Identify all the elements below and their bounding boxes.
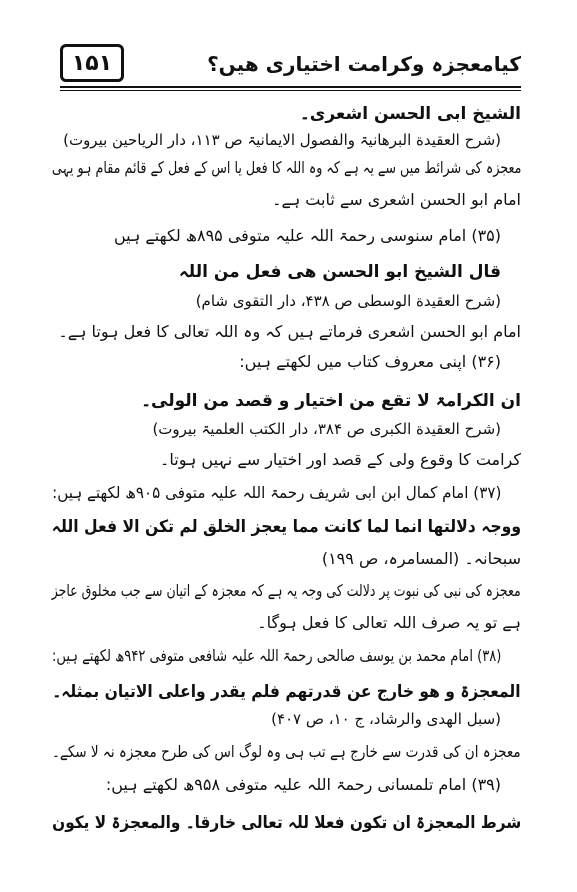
text-line: امام ابو الحسن اشعری سے ثابت ہے۔ (272, 190, 521, 209)
text-line: امام ابو الحسن اشعری فرماتے ہیں کہ وہ اللہ تعالی کا فعل ہوتا ہے۔ (58, 322, 521, 341)
text-line: سبحانہ۔ (المسامرہ، ص ۱۹۹) (321, 549, 521, 568)
text-line: کرامت کا وقوع ولی کے قصد اور اختیار سے نہیں ہوتا۔ (159, 450, 521, 469)
heading-line: (۳۶) اپنی معروف کتاب میں لکھتے ہیں: (239, 352, 501, 371)
page-number: ۱۵۱ (71, 50, 113, 76)
reference-line: (شرح العقیدة الکبری ص ۳۸۴، دار الکتب العلمیۃ بیروت) (152, 420, 501, 438)
arabic-line: ووجہ دلالتھا انما لما کانت مما یعجز الخلق لم تکن الا فعل اللہ (51, 517, 521, 537)
arabic-line: المعجزۃ و ھو خارج عن قدرتھم فلم یقدر واعلی الاتیان بمثلہ۔ (52, 682, 521, 702)
reference-line: (شرح العقیدة البرھانیۃ والفصول الایمانیۃ ص ۱۱۳، دار الریاحین بیروت) (63, 131, 501, 149)
heading-line: (۳۸) امام محمد بن یوسف صالحی رحمۃ اللہ علیہ شافعی متوفی ۹۴۲ھ لکھتے ہیں: (51, 646, 501, 665)
header-rule (60, 86, 521, 88)
text-line: معجزہ کی نبی کی نبوت پر دلالت کی وجہ یہ ہے کہ معجزہ کے اتیان سے جب مخلوق عاجز (52, 581, 521, 600)
text-line: الشیخ ابی الحسن اشعری۔ (299, 104, 521, 124)
running-title: کیامعجزہ وکرامت اختیاری ھیں؟ (207, 52, 521, 76)
page-header (60, 44, 521, 90)
arabic-line: قال الشیخ ابو الحسن ھی فعل من اللہ (178, 262, 501, 282)
text-line: معجزہ ان کی قدرت سے خارج ہے تب ہی وہ لوگ اس کی طرح معجزہ نہ لا سکے۔ (52, 742, 521, 761)
reference-line: (سبل الھدی والرشاد، ج ۱۰، ص ۴۰۷) (271, 710, 501, 728)
header-rule-thin (60, 90, 521, 91)
arabic-line: ان الکرامۃ لا تقع من اختیار و قصد من الولی۔ (141, 391, 521, 411)
text-line: معجزہ کی شرائط میں سے یہ ہے کہ وہ اللہ کا فعل یا اس کے فعل کے قائم مقام ہو یہی (51, 158, 521, 177)
heading-line: (۳۹) امام تلمسانی رحمۃ اللہ علیہ متوفی ۹۵۸ھ لکھتے ہیں: (105, 775, 501, 794)
arabic-line: شرط المعجزۃ ان تکون فعلا للہ تعالی خارقا۔ والمعجزۃ لا یکون (51, 813, 521, 833)
heading-line: (۳۷) امام کمال ابن ابی شریف رحمۃ اللہ علیہ متوفی ۹۰۵ھ لکھتے ہیں: (51, 483, 501, 502)
reference-line: (شرح العقیدة الوسطی ص ۴۳۸، دار التقوی شام) (195, 292, 501, 310)
text-line: ہے تو یہ صرف اللہ تعالی کا فعل ہوگا۔ (257, 613, 521, 632)
heading-line: (۳۵) امام سنوسی رحمۃ اللہ علیہ متوفی ۸۹۵ھ لکھتے ہیں (113, 226, 501, 245)
page-number-box (60, 44, 124, 82)
